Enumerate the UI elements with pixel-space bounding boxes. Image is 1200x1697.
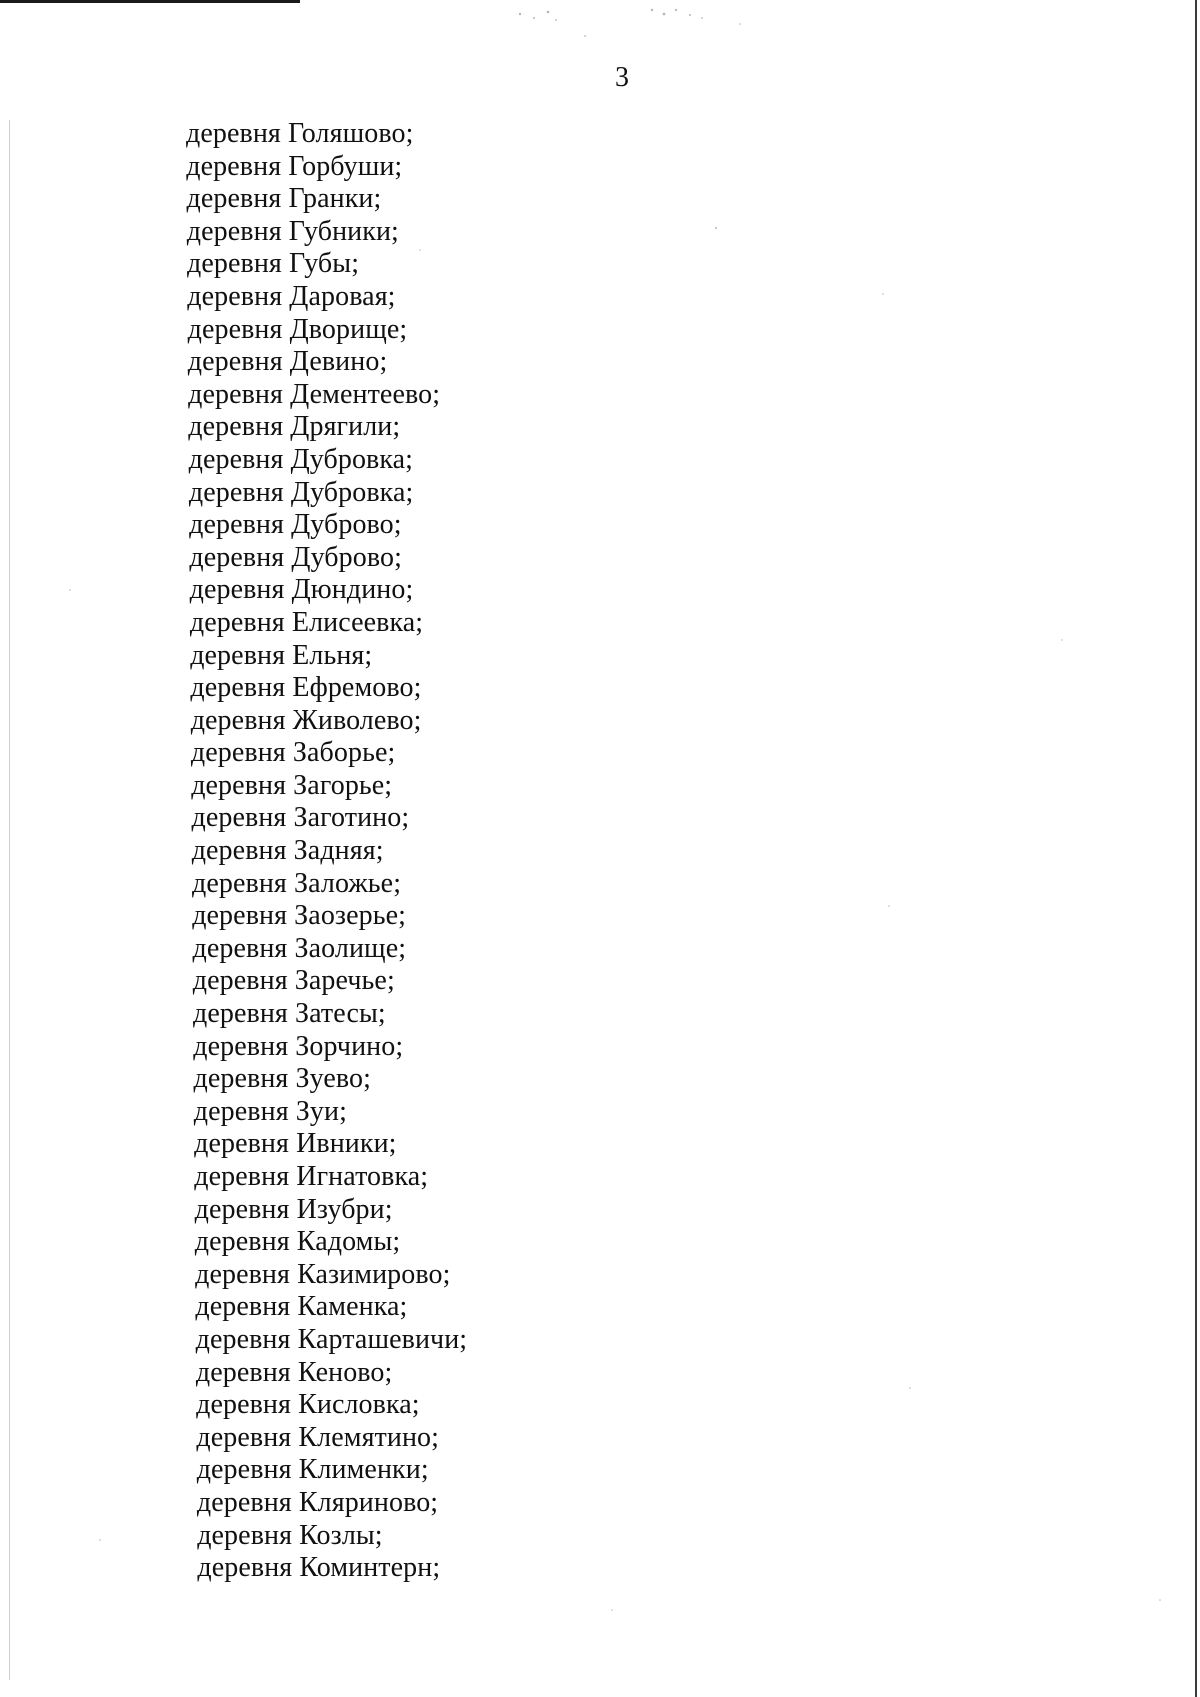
list-item: деревня Дубровка;	[188, 476, 414, 508]
list-item: деревня Клименки;	[196, 1454, 429, 1486]
list-item: деревня Заречье;	[192, 965, 395, 997]
list-item: деревня Дуброво;	[189, 541, 402, 573]
list-item: деревня Заолище;	[192, 932, 407, 964]
list-item: деревня Кисловка;	[196, 1389, 420, 1421]
list-item: деревня Карташевичи;	[195, 1323, 468, 1355]
list-item: деревня Загорье;	[191, 769, 393, 801]
list-item: деревня Живолево;	[190, 704, 422, 736]
list-item: деревня Козлы;	[197, 1519, 383, 1551]
list-item: деревня Дуброво;	[189, 509, 402, 541]
list-item: деревня Дюндино;	[189, 574, 414, 606]
list-item: деревня Заготино;	[191, 802, 410, 834]
page-number: 3	[615, 62, 629, 93]
list-item: деревня Дрягили;	[188, 411, 401, 443]
list-item: деревня Дубровка;	[188, 443, 414, 475]
list-item: деревня Клемятино;	[196, 1421, 440, 1453]
list-item: деревня Каменка;	[195, 1291, 408, 1323]
list-item: деревня Губы;	[187, 248, 360, 280]
list-item: деревня Зорчино;	[193, 1030, 404, 1062]
list-item: деревня Кеново;	[195, 1356, 393, 1388]
list-item: деревня Затесы;	[193, 998, 386, 1030]
list-item: деревня Ивники;	[194, 1128, 397, 1160]
list-item: деревня Зуево;	[193, 1063, 371, 1095]
village-list	[186, 118, 467, 1585]
list-item: деревня Игнатовка;	[194, 1161, 429, 1192]
list-item: деревня Горбуши;	[186, 150, 403, 182]
list-item: деревня Губники;	[186, 215, 399, 247]
list-item: деревня Задняя;	[191, 835, 384, 867]
list-item: деревня Девино;	[187, 346, 388, 378]
list-item: деревня Гранки;	[186, 183, 382, 215]
list-item: деревня Заборье;	[190, 737, 396, 769]
list-item: деревня Заозерье;	[192, 900, 406, 932]
list-item: деревня Даровая;	[187, 280, 396, 312]
list-item: деревня Дворище;	[187, 313, 408, 345]
list-item: деревня Дементеево;	[188, 378, 441, 410]
list-item: деревня Заложье;	[192, 867, 402, 899]
list-item: деревня Ельня;	[190, 639, 373, 671]
list-item: деревня Коминтерн;	[197, 1552, 441, 1584]
list-item: деревня Кляриново;	[196, 1486, 439, 1518]
list-item: деревня Зуи;	[193, 1095, 347, 1127]
list-item: деревня Ефремово;	[190, 672, 422, 704]
list-item: деревня Елисеевка;	[189, 606, 424, 638]
list-item: деревня Голяшово;	[186, 118, 414, 149]
list-item: деревня Изубри;	[194, 1193, 393, 1225]
list-item: деревня Казимирово;	[195, 1258, 451, 1290]
list-item: деревня Кадомы;	[194, 1226, 401, 1258]
